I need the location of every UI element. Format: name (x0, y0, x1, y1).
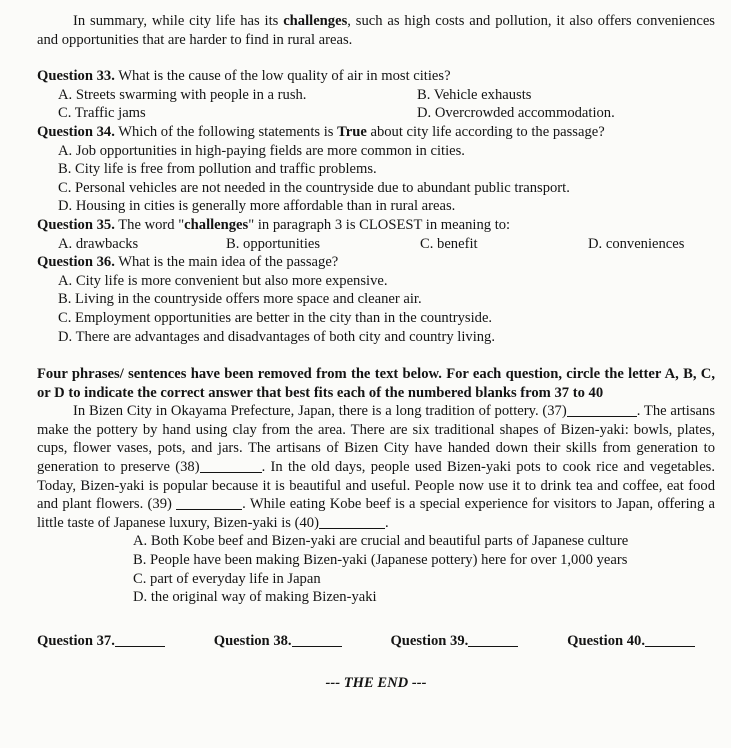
q36-option-c[interactable]: C. Employment opportunities are better in the city than in the countryside. (58, 309, 493, 326)
summary-paragraph (37, 12, 715, 49)
q35-option-d[interactable]: D. conveniences (588, 235, 685, 252)
question-36-text: What is the main idea of the passage? (114, 254, 339, 271)
q33-option-c[interactable]: C. Traffic jams (58, 105, 146, 122)
answer-slot-39[interactable] (390, 632, 518, 651)
answer-slot-40-label: Question 40. (567, 632, 645, 649)
answer-blank-37[interactable] (115, 632, 165, 647)
q33-option-d[interactable]: D. Overcrowded accommodation. (417, 105, 615, 122)
passage-part-1: In Bizen City in Okayama Prefecture, Japan, there is a long tradition of pottery. (37) (73, 403, 567, 420)
section-instructions: Four phrases/ sentences have been removed from the text below. For each question, circle the letter A, B, C, or D to indicate the correct answer that best fits each of the numbered blanks from 37 to 40 (37, 366, 715, 401)
fill-option-b[interactable]: B. People have been making Bizen-yaki (Japanese pottery) here for over 1,000 years (133, 552, 628, 569)
summary-text-start: In summary, while city life has its (73, 13, 284, 29)
question-34-text-start: Which of the following statements is (114, 123, 338, 140)
question-33 (37, 67, 715, 123)
answer-slot-37[interactable] (37, 632, 165, 651)
q36-option-d[interactable]: D. There are advantages and disadvantages of both city and country living. (58, 328, 496, 345)
q35-option-a[interactable]: A. drawbacks (58, 235, 139, 252)
q35-option-c[interactable]: C. benefit (420, 235, 478, 252)
blank-37[interactable] (567, 402, 637, 417)
q34-option-b[interactable]: B. City life is free from pollution and traffic problems. (58, 161, 377, 178)
blank-40[interactable] (319, 514, 385, 529)
blank-38[interactable] (200, 458, 262, 473)
blank-39[interactable] (176, 495, 242, 510)
question-35-text-end: " in paragraph 3 is CLOSEST in meaning to: (248, 216, 511, 233)
answer-slot-38-label: Question 38. (213, 632, 292, 649)
summary-text-end: , such as high costs and pollution, it also offers conveniences and opportunities that are harder to find in rural areas. (37, 13, 715, 48)
question-34-bold-word: True (337, 123, 367, 140)
answer-slot-38[interactable] (214, 632, 342, 651)
q34-option-d[interactable]: D. Housing in cities is generally more affordable than in rural areas. (58, 198, 456, 215)
passage-part-2: . The artisans make the pottery by hand using clay from the area. There are six traditional shapes of Bizen-yaki: bowls, plates, cups, flower vases, pots, and jars. The artisans of Bizen City have handed down their skills from generation to generation to preserve (38) (37, 403, 715, 476)
question-33-label: Question 33. (37, 68, 115, 85)
q33-option-b[interactable]: B. Vehicle exhausts (417, 86, 532, 103)
answer-slots (37, 632, 715, 651)
fill-option-d[interactable]: D. the original way of making Bizen-yaki (133, 589, 377, 606)
summary-bold-word: challenges (283, 13, 348, 29)
answer-slot-40[interactable] (567, 632, 695, 651)
question-33-text: What is the cause of the low quality of air in most cities? (114, 68, 451, 85)
question-35-label: Question 35. (37, 216, 115, 233)
passage-part-3: . In the old days, people used Bizen-yaki pots to cook rice and vegetables. Today, Bizen-yaki is popular because it is beautiful and useful. People now use it to drink tea and coffee, eat food and plant flowers. (39) (37, 459, 716, 513)
bizen-passage (37, 402, 715, 532)
passage-part-4: . While eating Kobe beef is a special experience for visitors to Japan, offering a little taste of Japanese luxury, Bizen-yaki is (40) (37, 496, 716, 531)
fill-option-c[interactable]: C. part of everyday life in Japan (133, 570, 321, 587)
question-36 (37, 253, 715, 346)
fill-options-list (37, 532, 715, 606)
end-marker: --- THE END --- (325, 675, 427, 692)
answer-slot-37-label: Question 37. (37, 632, 115, 649)
passage-part-5: . (384, 514, 389, 531)
question-35-bold-word: challenges (184, 216, 249, 233)
q33-option-a[interactable]: A. Streets swarming with people in a rush. (58, 86, 307, 103)
q34-option-c[interactable]: C. Personal vehicles are not needed in the countryside due to abundant public transport. (58, 179, 570, 196)
question-34 (37, 123, 715, 216)
fill-option-a[interactable]: A. Both Kobe beef and Bizen-yaki are crucial and beautiful parts of Japanese culture (133, 533, 629, 550)
question-34-label: Question 34. (37, 123, 115, 140)
answer-blank-40[interactable] (645, 632, 695, 647)
q36-option-a[interactable]: A. City life is more convenient but also more expensive. (58, 272, 388, 289)
question-35 (37, 216, 715, 253)
answer-blank-38[interactable] (292, 632, 342, 647)
question-34-text-end: about city life according to the passage? (366, 123, 605, 140)
q34-option-a[interactable]: A. Job opportunities in high-paying fields are more common in cities. (58, 142, 465, 159)
answer-blank-39[interactable] (468, 632, 518, 647)
answer-slot-39-label: Question 39. (390, 632, 469, 649)
q36-option-b[interactable]: B. Living in the countryside offers more space and cleaner air. (58, 291, 422, 308)
question-35-text-start: The word " (114, 216, 185, 233)
question-36-label: Question 36. (37, 254, 115, 271)
q35-option-b[interactable]: B. opportunities (226, 235, 321, 252)
